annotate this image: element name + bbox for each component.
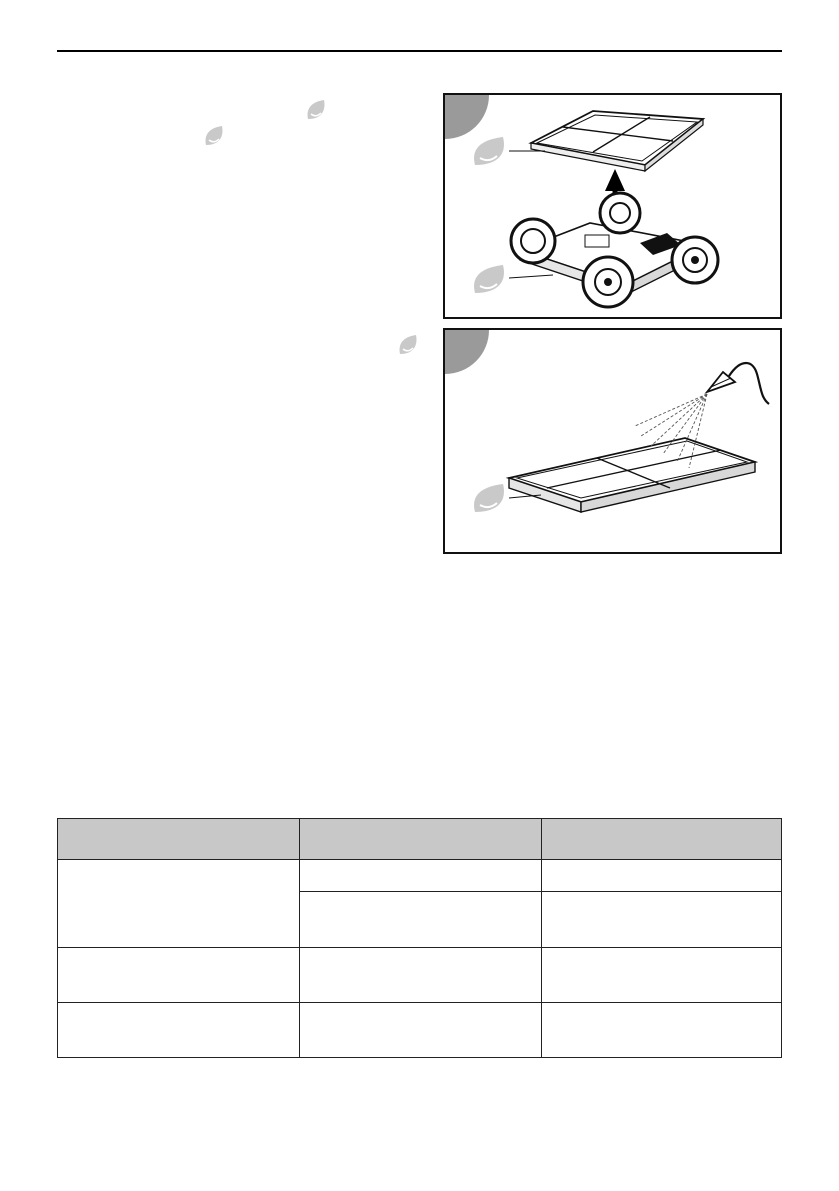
table-cell xyxy=(58,1003,300,1058)
table-cell xyxy=(300,1003,542,1058)
lid-illustration xyxy=(531,111,703,171)
leaf-badge-icon xyxy=(474,484,504,512)
table-cell xyxy=(300,948,542,1003)
table-header-row xyxy=(58,819,782,860)
table-header-cell xyxy=(542,819,782,860)
table-cell xyxy=(542,860,782,892)
leaf-badge-icon xyxy=(474,265,504,293)
robot-chassis-icon xyxy=(511,193,718,307)
leaf-badge-icon xyxy=(474,137,504,165)
troubleshooting-table xyxy=(57,818,782,1058)
figure-lid-rinse xyxy=(443,328,782,554)
leaf-badge-icon xyxy=(305,98,327,122)
table-cell xyxy=(300,860,542,892)
table-row xyxy=(58,948,782,1003)
table-row xyxy=(58,1003,782,1058)
table-header-cell xyxy=(300,819,542,860)
leaf-badge-icon xyxy=(397,333,419,357)
step-corner-tab xyxy=(445,330,489,374)
table-row xyxy=(58,860,782,892)
leaf-badge-icon xyxy=(203,124,225,148)
table-cell xyxy=(542,948,782,1003)
lid-illustration xyxy=(509,438,755,512)
top-rule xyxy=(57,50,782,52)
step-corner-tab xyxy=(445,95,489,139)
table-cell xyxy=(542,1003,782,1058)
table-cell xyxy=(300,892,542,948)
table-cell xyxy=(58,948,300,1003)
table-cell xyxy=(542,892,782,948)
table-cell xyxy=(58,860,300,948)
table-header-cell xyxy=(58,819,300,860)
figure-lid-removal xyxy=(443,93,782,319)
